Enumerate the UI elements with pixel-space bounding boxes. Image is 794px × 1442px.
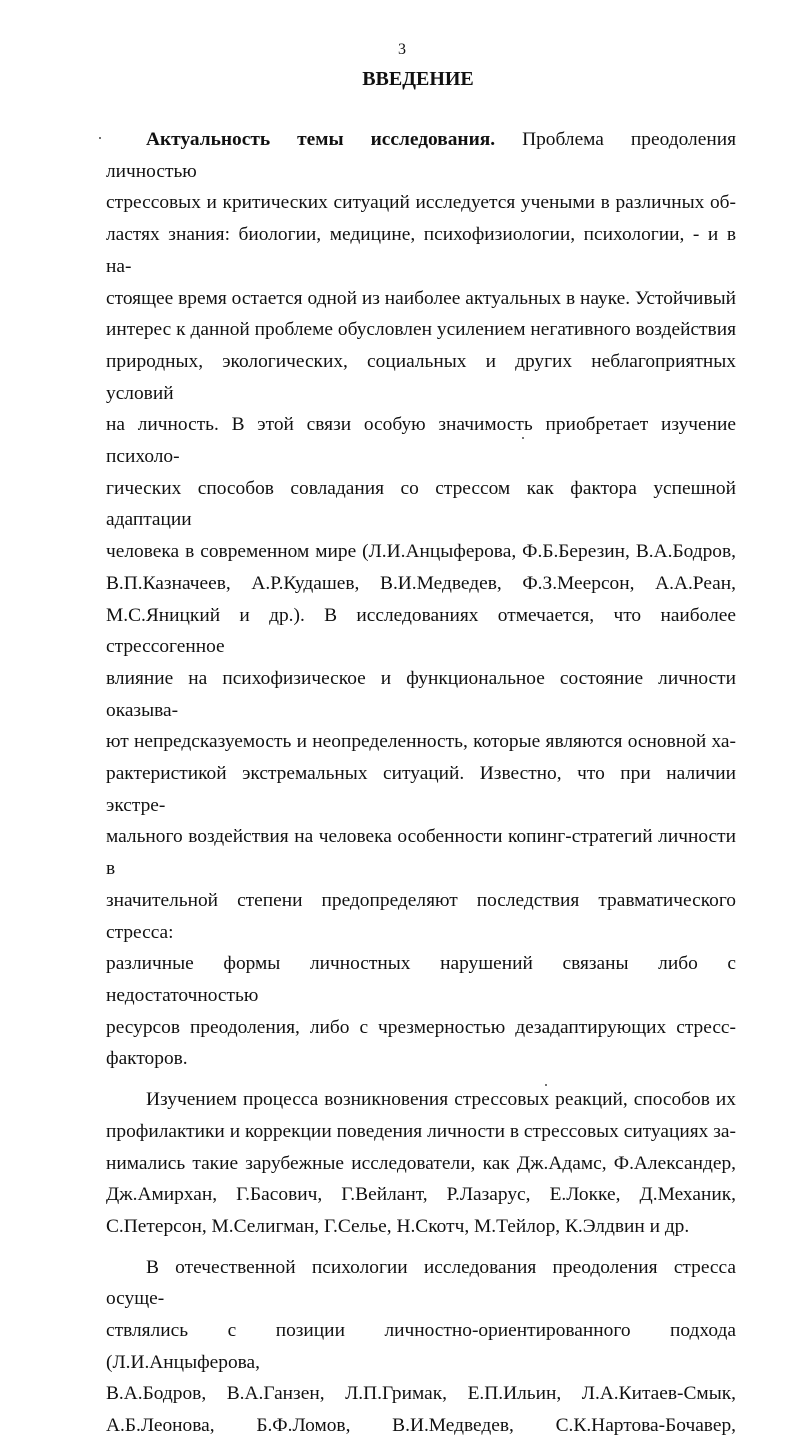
page-number: 3: [398, 41, 406, 58]
paragraph-line: профилактики и коррекции поведения личности в стрессовых ситуациях за-: [106, 1120, 736, 1142]
scan-speck: [99, 137, 101, 139]
paragraph-line: [106, 124, 736, 187]
paragraph-line: В отечественной психологии исследования преодоления стресса осуще-: [106, 1256, 736, 1310]
paragraph-line: ют непредсказуемость и неопределенность, которые являются основной ха-: [106, 731, 736, 753]
paragraph-line: мального воздействия на человека особенности копинг-стратегий личности в: [106, 826, 736, 880]
paragraph-line: В.А.Бодров, В.А.Ганзен, Л.П.Гримак, Е.П.Ильин, Л.А.Китаев-Смык,: [106, 1383, 736, 1405]
paragraph-line: различные формы личностных нарушений связаны либо с недостаточностью: [106, 953, 736, 1006]
paragraph-line: Изучением процесса возникновения стрессовых реакций, способов их: [146, 1089, 736, 1111]
document-body: [106, 124, 736, 1442]
paragraph-line: человека в современном мире (Л.И.Анцыферова, Ф.Б.Березин, В.А.Бодров,: [106, 541, 736, 563]
paragraph-line: стоящее время остается одной из наиболее актуальных в науке. Устойчивый: [106, 287, 736, 309]
section-heading: ВВЕДЕНИЕ: [362, 68, 474, 90]
paragraph-line: природных, экологических, социальных и других неблагоприятных условий: [106, 350, 736, 404]
paragraph-line: ствлялись с позиции личностно-ориентированного подхода (Л.И.Анцыферова,: [106, 1320, 736, 1373]
paragraph-line: влияние на психофизическое и функциональное состояние личности оказыва-: [106, 667, 736, 721]
paragraph-domestic-research: [106, 1252, 736, 1442]
paragraph-foreign-research: [106, 1084, 736, 1243]
paragraph-line: интерес к данной проблеме обусловлен усилением негативного воздействия: [106, 319, 736, 341]
paragraph-line: значительной степени предопределяют последствия травматического стресса:: [106, 889, 736, 943]
paragraph-line: Дж.Амирхан, Г.Басович, Г.Вейлант, Р.Лазарус, Е.Локке, Д.Механик,: [106, 1184, 736, 1206]
paragraph-relevance: [106, 124, 736, 1075]
paragraph-line: на личность. В этой связи особую значимость приобретает изучение психоло-: [106, 414, 736, 468]
paragraph-line: факторов.: [106, 1048, 188, 1070]
paragraph-line: ластях знания: биологии, медицине, психофизиологии, психологии, - и в на-: [106, 224, 736, 277]
paragraph-line: нимались такие зарубежные исследователи, как Дж.Адамс, Ф.Александер,: [106, 1152, 736, 1174]
paragraph-line: В.П.Казначеев, А.Р.Кудашев, В.И.Медведев, Ф.З.Меерсон, А.А.Реан,: [106, 572, 736, 594]
paragraph-line: А.Б.Леонова, Б.Ф.Ломов, В.И.Медведев, С.К.Нартова-Бочавер,: [106, 1415, 736, 1437]
paragraph-line: С.Петерсон, М.Селигман, Г.Селье, Н.Скотч, М.Тейлор, К.Элдвин и др.: [106, 1215, 690, 1237]
relevance-lead: Актуальность темы исследования.: [146, 129, 496, 150]
paragraph-line: ресурсов преодоления, либо с чрезмерностью дезадаптирующих стресс-: [106, 1016, 736, 1038]
paragraph-line: рактеристикой экстремальных ситуаций. Известно, что при наличии экстре-: [106, 763, 736, 816]
paragraph-line: стрессовых и критических ситуаций исследуется учеными в различных об-: [106, 192, 736, 214]
line-text: Проблема преодоления личностью: [106, 129, 736, 182]
paragraph-line: М.С.Яницкий и др.). В исследованиях отмечается, что наиболее стрессогенное: [106, 604, 736, 658]
paragraph-line: гических способов совладания со стрессом как фактора успешной адаптации: [106, 477, 736, 531]
